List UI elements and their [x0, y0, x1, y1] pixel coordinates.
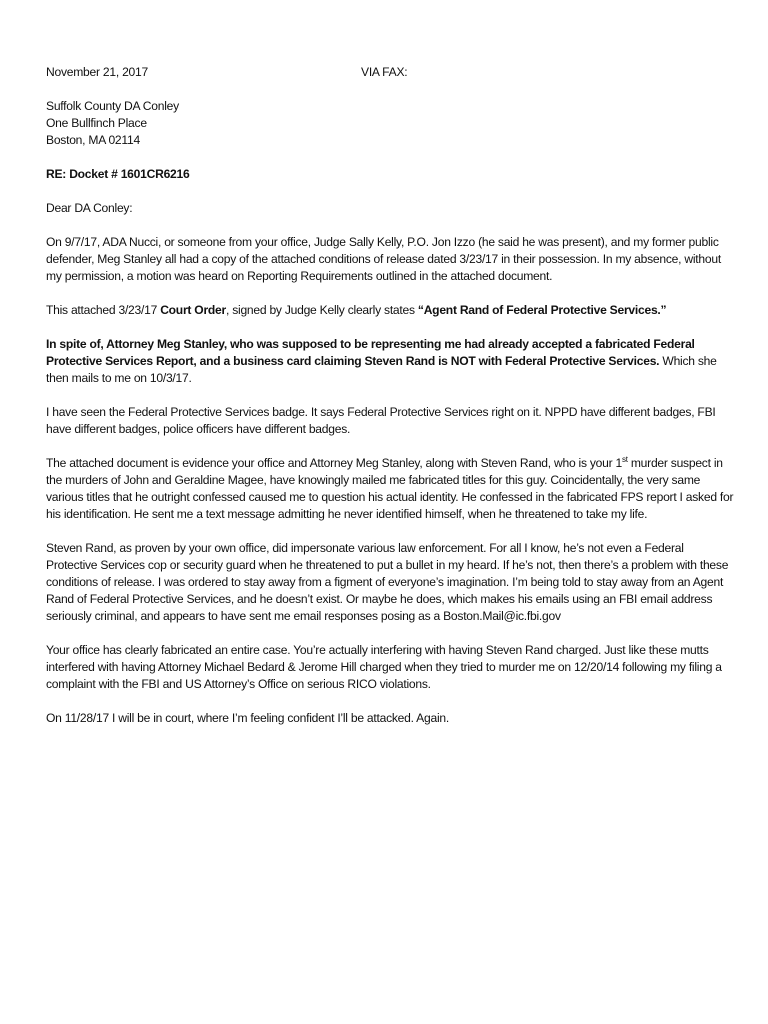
salutation: Dear DA Conley:	[46, 201, 133, 215]
paragraph-6: Steven Rand, as proven by your own office, did impersonate various law enforcement. For all I know, he’s not even a Federal Protective Services cop or security guard when he threatened to put a bullet in my heard. If he’s not, then there’s a problem with these conditions of release. I was ordered to stay away from a figment of everyone’s imagination. I’m being told to stay away from an Agent Rand of Federal Protective Services, and he doesn’t exist. Or maybe he does, which makes his emails using an FBI email address seriously criminal, and appears to have sent me email responses posing as a Boston.Mail@ic.fbi.gov	[46, 541, 729, 623]
recipient-address	[46, 98, 736, 149]
paragraph-1: On 9/7/17, ADA Nucci, or someone from your office, Judge Sally Kelly, P.O. Jon Izzo (he said he was present), and my former public defender, Meg Stanley all had a copy of the attached conditions of release dated 3/23/17 in their possession. In my absence, without my permission, a motion was heard on Reporting Requirements outlined in the attached document.	[46, 235, 721, 283]
recipient-city: Boston, MA 02114	[46, 133, 140, 147]
paragraph-7: Your office has clearly fabricated an entire case. You’re actually interfering with having Steven Rand charged. Just like these mutts interfered with having Attorney Michael Bedard & Jerome Hill charged when they tried to murder me on 12/20/14 following my filing a complaint with the FBI and US Attorney’s Office on serious RICO violations.	[46, 643, 722, 691]
via-fax-label: VIA FAX:	[361, 65, 408, 79]
paragraph-2-text-a: This attached 3/23/17	[46, 303, 161, 317]
re-line: RE: Docket # 1601CR6216	[46, 167, 190, 181]
agent-rand-quote: “Agent Rand of Federal Protective Services.”	[417, 303, 667, 317]
paragraph-3-bold: In spite of, Attorney Meg Stanley, who was supposed to be representing me had already accepted a fabricated Federal Protective Services Report, and a business card claiming Steven Rand is NOT with Federal Protective Services.	[46, 337, 695, 368]
letter-body	[46, 64, 736, 744]
recipient-street: One Bullfinch Place	[46, 116, 147, 130]
paragraph-5-text-a: The attached document is evidence your office and Attorney Meg Stanley, along with Steven Rand, who is your 1	[46, 456, 623, 470]
paragraph-2	[46, 302, 736, 319]
ordinal-superscript: st	[622, 454, 628, 464]
letter-date: November 21, 2017	[46, 65, 148, 79]
paragraph-8: On 11/28/17 I will be in court, where I’m feeling confident I’ll be attacked. Again.	[46, 711, 449, 725]
paragraph-3-normal: Which she then mails to me on 10/3/17.	[46, 354, 717, 385]
paragraph-3	[46, 336, 736, 387]
paragraph-2-text-c: , signed by Judge Kelly clearly states	[225, 303, 418, 317]
paragraph-4: I have seen the Federal Protective Services badge. It says Federal Protective Services right on it. NPPD have different badges, FBI have different badges, police officers have different badges.	[46, 405, 716, 436]
letter-header	[46, 64, 736, 81]
recipient-name: Suffolk County DA Conley	[46, 99, 179, 113]
paragraph-5	[46, 455, 736, 523]
paragraph-5-text-b: murder suspect in the murders of John and Geraldine Magee, have knowingly mailed me fabricated titles for this guy. Coincidentally, the very same various titles that he outright confessed caused me to question his actual identity. He confessed in the fabricated FPS report I asked for his identification. He sent me a text message admitting he never identified himself, when he threatened to take my life.	[46, 456, 734, 521]
court-order-label: Court Order	[160, 303, 226, 317]
